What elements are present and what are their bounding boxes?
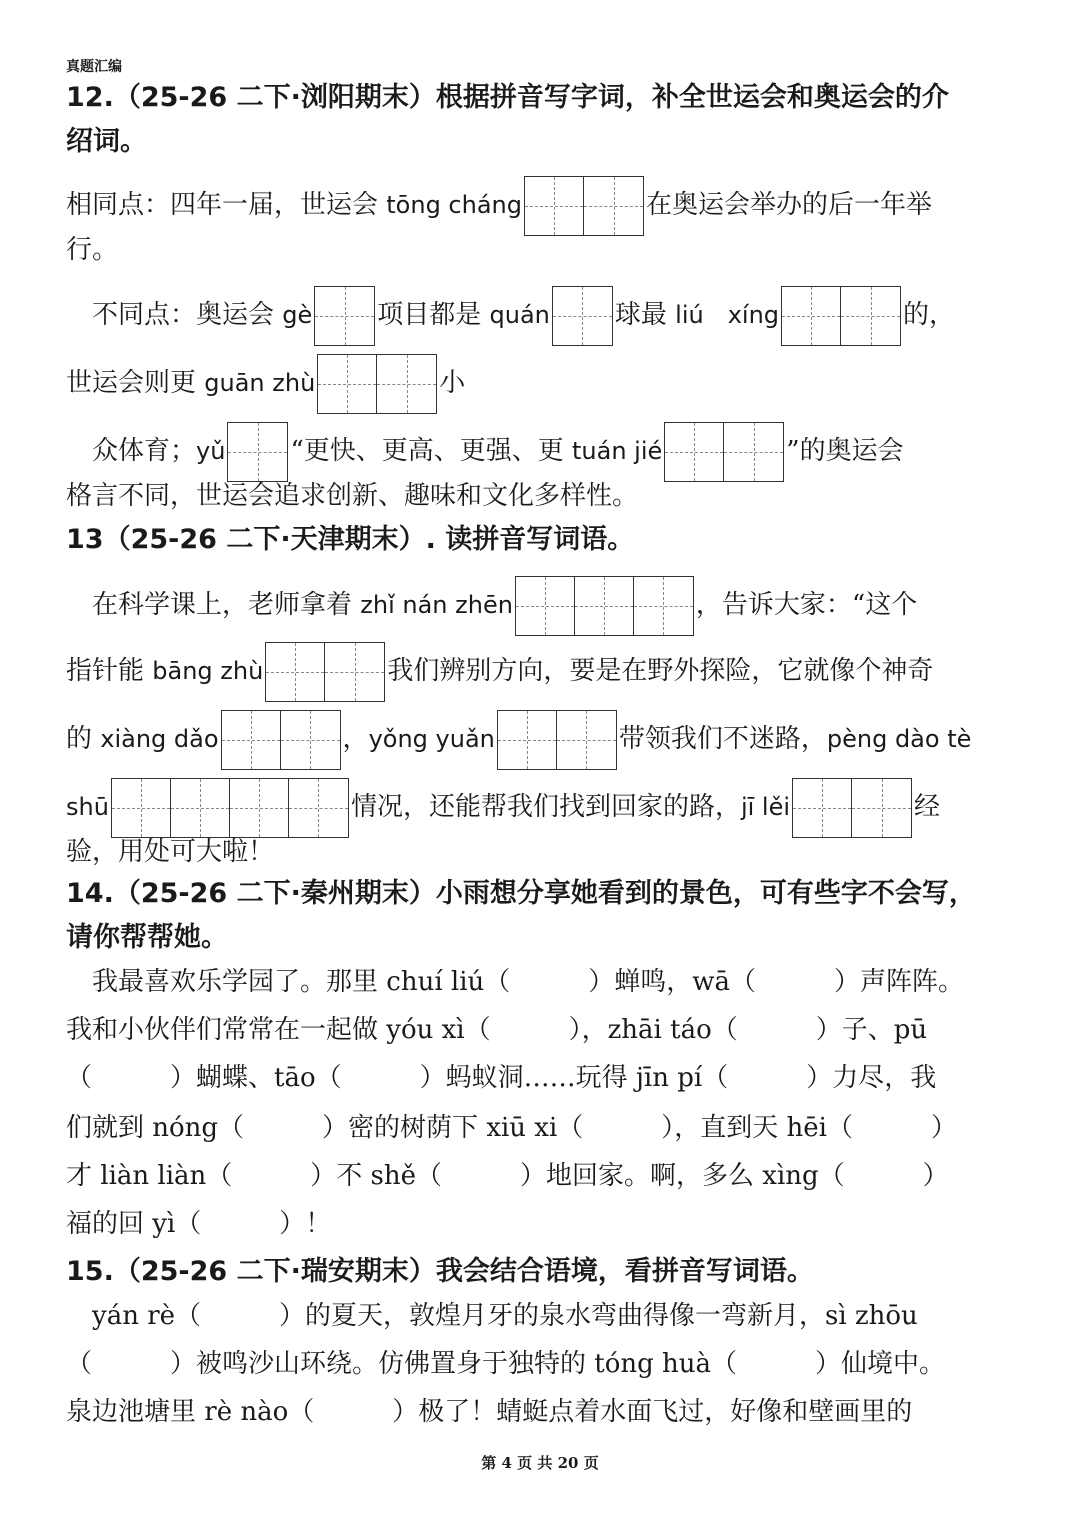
answer-box-1[interactable] — [227, 422, 288, 482]
answer-box-2[interactable] — [792, 778, 912, 838]
answer-box-3[interactable] — [515, 576, 694, 636]
q14-line-1: 我最喜欢乐学园了。那里 chuí liú（ ）蝉鸣，wā（ ）声阵阵。 — [66, 967, 965, 997]
q12-title-2: 绍词。 — [66, 126, 147, 157]
q15-line-2: （ ）被鸣沙山环绕。仿佛置身于独特的 tóng huà（ ）仙境中。 — [66, 1349, 946, 1379]
page-footer: 第 4 页 共 20 页 — [481, 1454, 599, 1472]
q13-line-1: 在科学课上，老师拿着 zhǐ nán zhēn ，告诉大家：“这个 — [66, 576, 1026, 636]
q12-line-1: 相同点：四年一届，世运会 tōng cháng 在奥运会举办的后一年举 — [66, 176, 1026, 236]
answer-box-2[interactable] — [317, 354, 437, 414]
q12-line-4: 世运会则更 guān zhù 小 — [66, 354, 1026, 414]
answer-box-2[interactable] — [265, 642, 385, 702]
answer-box-1[interactable] — [314, 286, 375, 346]
page-header: 真题汇编 — [66, 59, 122, 75]
q14-title-2: 请你帮帮她。 — [66, 922, 228, 953]
answer-box-2[interactable] — [497, 710, 617, 770]
answer-box-1[interactable] — [552, 286, 613, 346]
q12-title-1: 12.（25-26 二下·浏阳期末）根据拼音写字词，补全世运会和奥运会的介 — [66, 82, 949, 113]
q12-line-5: 众体育；yǔ “更快、更高、更强、更 tuán jié ”的奥运会 — [66, 422, 1026, 482]
answer-box-2[interactable] — [664, 422, 784, 482]
q14-line-2: 我和小伙伴们常常在一起做 yóu xì（ ），zhāi táo（ ）子、pū — [66, 1015, 928, 1045]
q15-line-3: 泉边池塘里 rè nào（ ）极了！蜻蜓点着水面飞过，好像和壁画里的 — [66, 1397, 913, 1427]
answer-box-4[interactable] — [111, 778, 349, 838]
q15-title: 15.（25-26 二下·瑞安期末）我会结合语境，看拼音写词语。 — [66, 1256, 814, 1287]
q12-line-3: 不同点：奥运会 gè 项目都是 quán 球最 liú xíng 的， — [66, 286, 1026, 346]
q13-line-5: 验，用处可大啦！ — [66, 837, 275, 867]
q14-line-3: （ ）蝴蝶、tāo（ ）蚂蚁洞……玩得 jīn pí（ ）力尽，我 — [66, 1063, 937, 1093]
q14-line-5: 才 liàn liàn（ ）不 shě（ ）地回家。啊，多么 xìng（ ） — [66, 1161, 949, 1191]
q13-title: 13（25-26 二下·天津期末）. 读拼音写词语。 — [66, 524, 635, 555]
q13-line-2: 指针能 bāng zhù 我们辨别方向，要是在野外探险，它就像个神奇 — [66, 642, 1026, 702]
q14-line-6: 福的回 yì（ ）！ — [66, 1209, 332, 1239]
q14-line-4: 们就到 nóng（ ）密的树荫下 xiū xi（ ），直到天 hēi（ ） — [66, 1113, 957, 1143]
answer-box-2[interactable] — [221, 710, 341, 770]
q14-title-1: 14.（25-26 二下·秦州期末）小雨想分享她看到的景色，可有些字不会写， — [66, 878, 976, 909]
answer-box-2[interactable] — [781, 286, 901, 346]
q13-line-3: 的 xiàng dǎo ，yǒng yuǎn 带领我们不迷路，pèng dào tè — [66, 710, 1026, 770]
q15-line-1: yán rè（ ）的夏天，敦煌月牙的泉水弯曲得像一弯新月，sì zhōu — [66, 1301, 918, 1331]
q13-line-4: shū 情况，还能帮我们找到回家的路，jī lěi 经 — [66, 778, 1026, 838]
q12-line-2: 行。 — [66, 235, 119, 265]
q12-line-6: 格言不同，世运会追求创新、趣味和文化多样性。 — [66, 481, 639, 511]
answer-box-2[interactable] — [524, 176, 644, 236]
